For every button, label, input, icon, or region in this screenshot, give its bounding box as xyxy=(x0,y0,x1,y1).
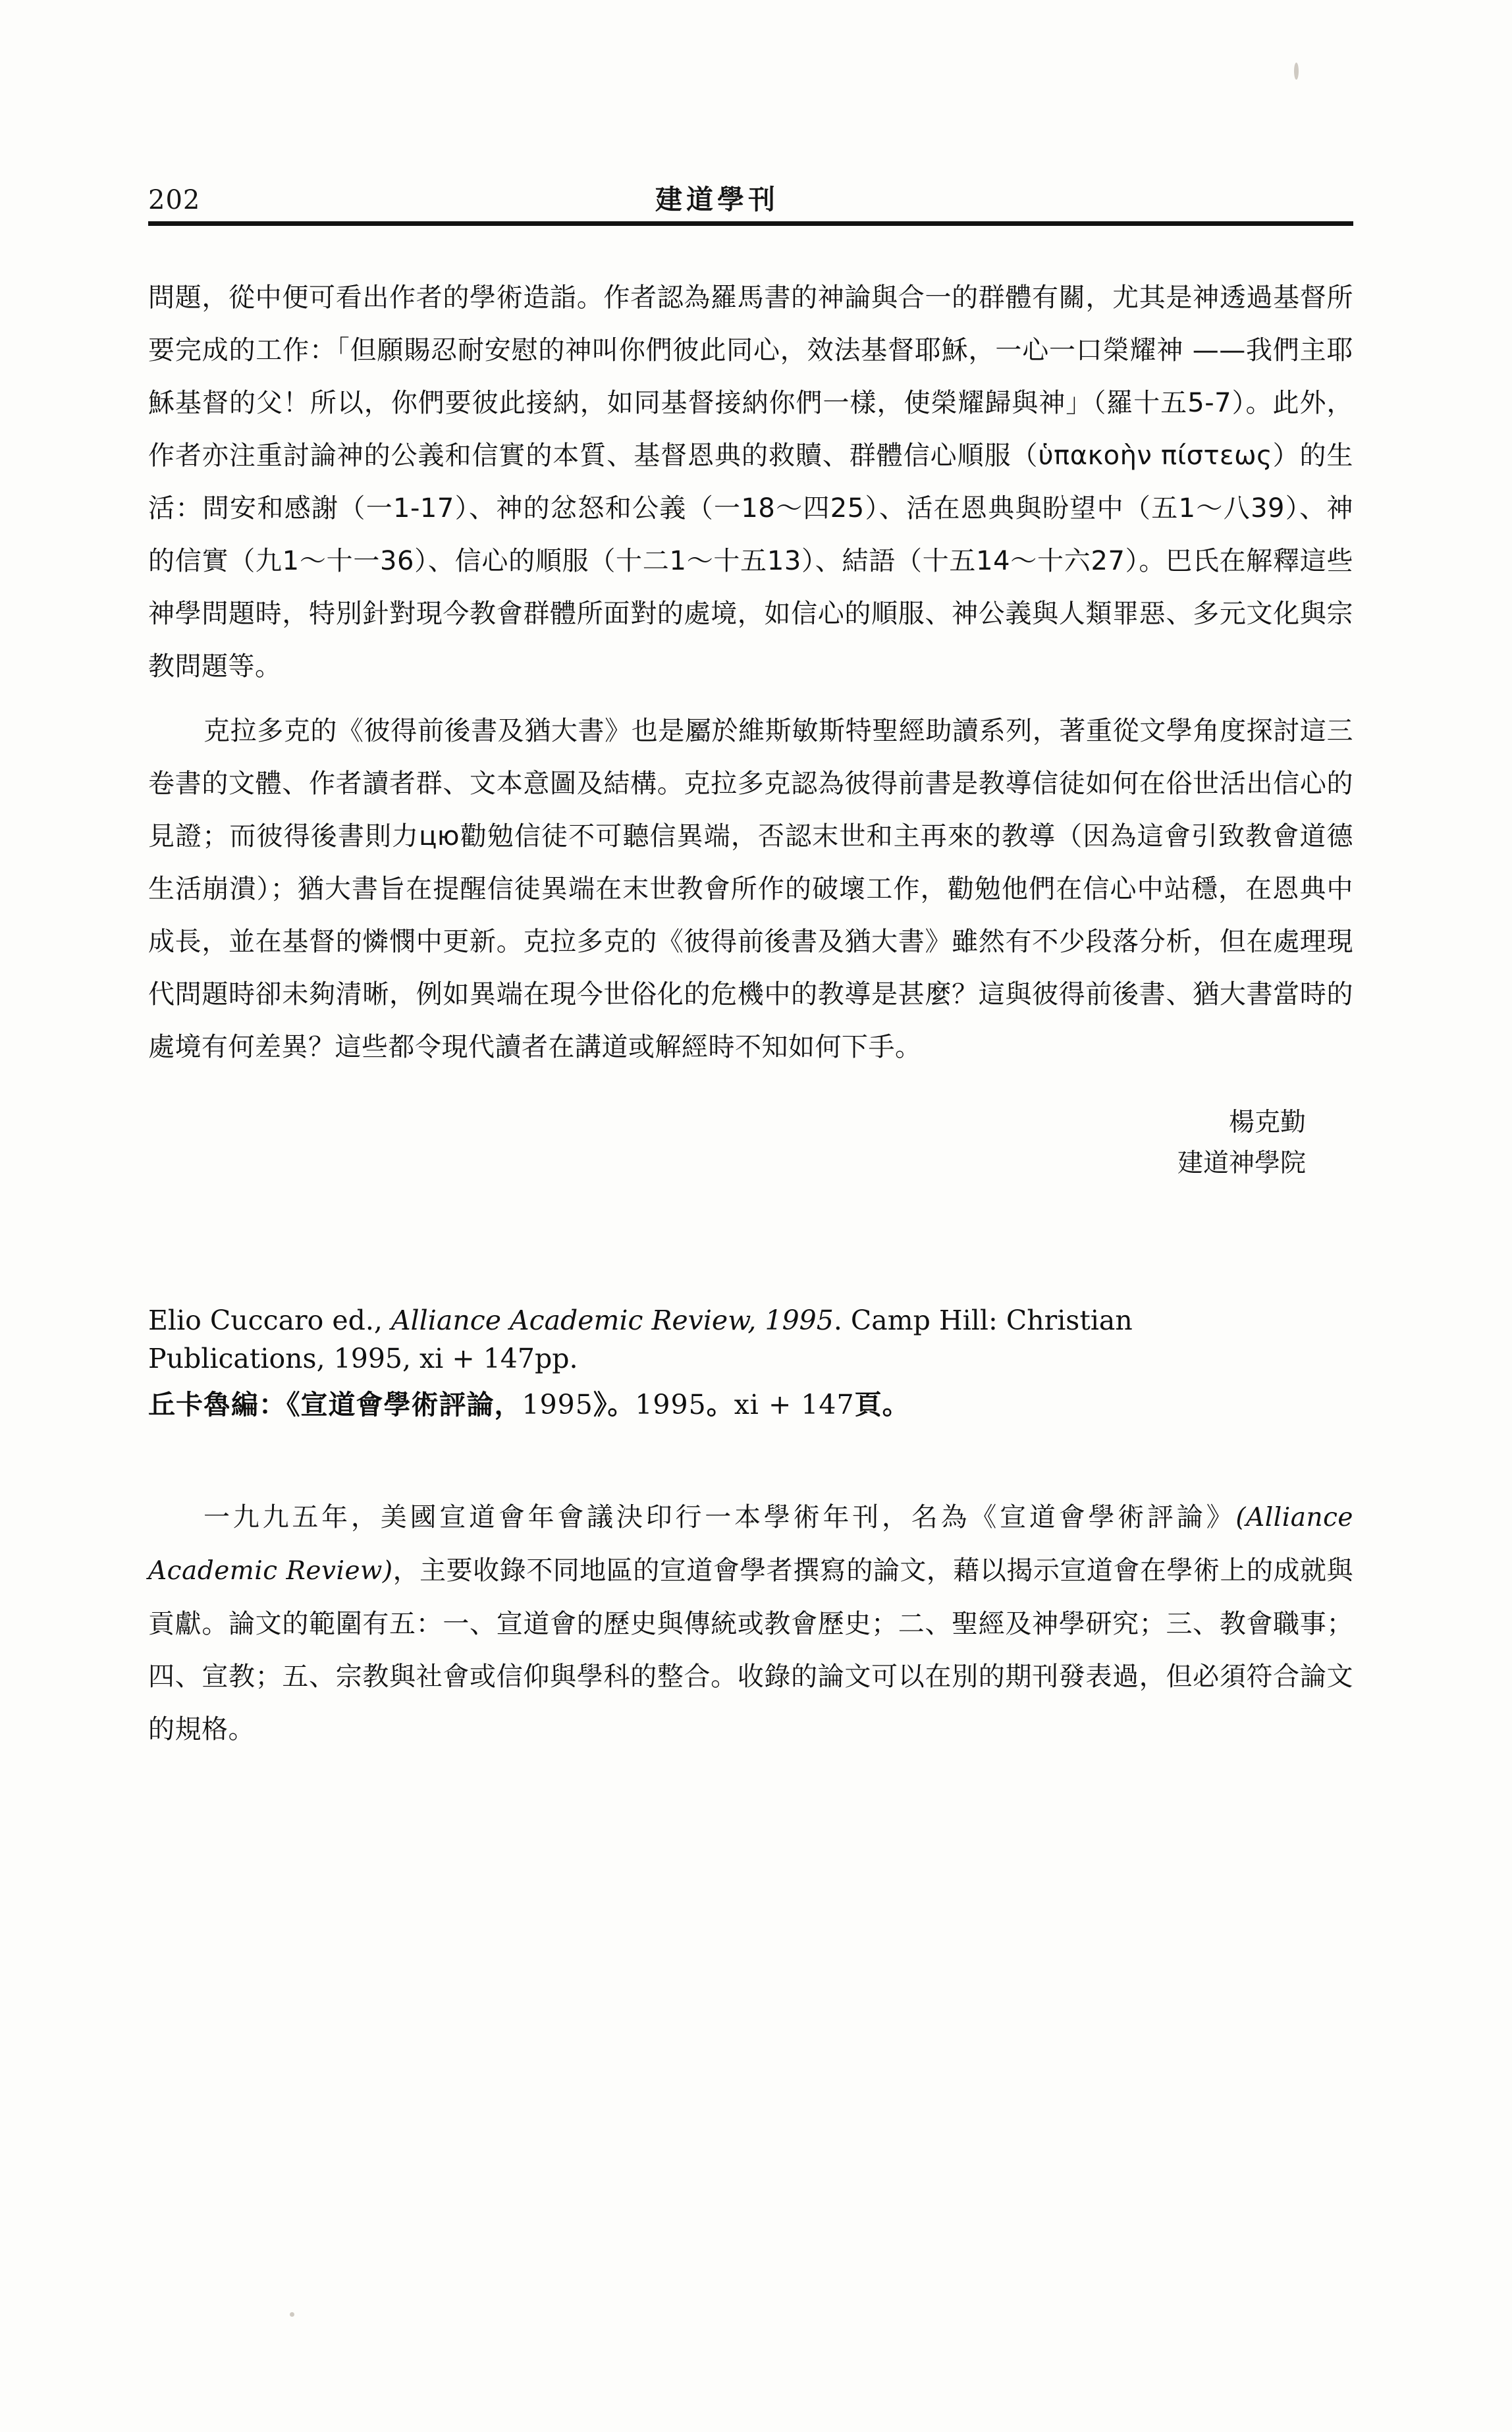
paragraph-part: ，主要收錄不同地區的宣道會學者撰寫的論文，藉以揭示宣道會在學術上的成就與貢獻。論文的範圍有五：一、宣道會的歷史與傳統或教會歷史；二、聖經及神學研究；三、教會職事；四、宣教；五、宗教與社會或信仰與學科的整合。收錄的論文可以在別的期刊發表過，但必須符合論文的規格。 xyxy=(148,1555,1353,1744)
signature-affiliation: 建道神學院 xyxy=(1177,1148,1306,1178)
page-number: 202 xyxy=(148,185,201,215)
citation-zh-sep: 。 xyxy=(706,1389,734,1420)
citation-imprint: . Camp Hill: Christian xyxy=(833,1305,1133,1336)
paragraph-part: 一九九五年，美國宣道會年會議決印行一本學術年刊，名為《宣道會學術評論》 xyxy=(203,1502,1236,1532)
header-rule xyxy=(148,221,1353,226)
citation-title: Alliance Academic Review, 1995 xyxy=(391,1305,834,1336)
review-one-body xyxy=(148,271,1353,1073)
review-two-body xyxy=(148,1491,1353,1756)
citation-chinese xyxy=(148,1384,1353,1425)
running-title: 建道學刊 xyxy=(655,184,779,215)
paragraph: 問題，從中便可看出作者的學術造詣。作者認為羅馬書的神論與合一的群體有關，尤其是神透過基督所要完成的工作：「但願賜忍耐安慰的神叫你們彼此同心，效法基督耶穌，一心一口榮耀神 ——我們主耶穌基督的父！所以，你們要彼此接納，如同基督接納你們一樣，使榮耀歸與神」（羅十五5-7）。此外，作者亦注重討論神的公義和信實的本質、基督恩典的救贖、群體信心順服（ὑπακοὴν πίστεως）的生活：問安和感謝（一1-17）、神的忿怒和公義（一18～四25）、活在恩典與盼望中（五1～八39）、神的信實（九1～十一36）、信心的順服（十二1～十五13）、結語（十五14～十六27）。巴氏在解釋這些神學問題時，特別針對現今教會群體所面對的處境，如信心的順服、神公義與人類罪惡、多元文化與宗教問題等。 xyxy=(148,283,1353,682)
citation-zh-pre: 丘卡魯編：《宣道會學術評論， xyxy=(148,1389,522,1420)
paragraph: 克拉多克的《彼得前後書及猶大書》也是屬於維斯敏斯特聖經助讀系列，著重從文學角度探討這三卷書的文體、作者讀者群、文本意圖及結構。克拉多克認為彼得前書是教導信徒如何在俗世活出信心的見證；而彼得後書則力цю勸勉信徒不可聽信異端，否認末世和主再來的教導（因為這會引致教會道德生活崩潰）；猶大書旨在提醒信徒異端在末世教會所作的破壞工作，勸勉他們在信心中站穩，在恩典中成長，並在基督的憐憫中更新。克拉多克的《彼得前後書及猶大書》雖然有不少段落分析，但在處理現代問題時卻未夠清晰，例如異端在現今世俗化的危機中的教導是甚麼？這與彼得前後書、猶大書當時的處境有何差異？這些都令現代讀者在講道或解經時不知如何下手。 xyxy=(148,716,1353,1062)
scan-speck xyxy=(290,2312,294,2317)
citation-zh-year2: 1995 xyxy=(635,1389,707,1420)
paragraph xyxy=(148,1491,1353,1756)
review-signature xyxy=(148,1102,1353,1184)
citation-zh-pages: xi + 147 xyxy=(734,1389,855,1420)
citation-zh-post: 頁。 xyxy=(854,1389,910,1420)
review-two-citation xyxy=(148,1301,1353,1425)
signature-name: 楊克勤 xyxy=(1228,1108,1306,1137)
work-title-latin: (Alliance Academic Review) xyxy=(148,1503,1353,1586)
page-content xyxy=(148,158,1353,1768)
citation-zh-mid: 》。 xyxy=(593,1389,635,1420)
citation-publisher: Publications, 1995, xi + 147pp. xyxy=(148,1343,578,1374)
citation-zh-year: 1995 xyxy=(522,1389,593,1420)
citation-english xyxy=(148,1301,1353,1378)
citation-editor: Elio Cuccaro ed., xyxy=(148,1305,391,1336)
page-header xyxy=(148,158,1353,217)
scan-speck xyxy=(1294,63,1299,80)
